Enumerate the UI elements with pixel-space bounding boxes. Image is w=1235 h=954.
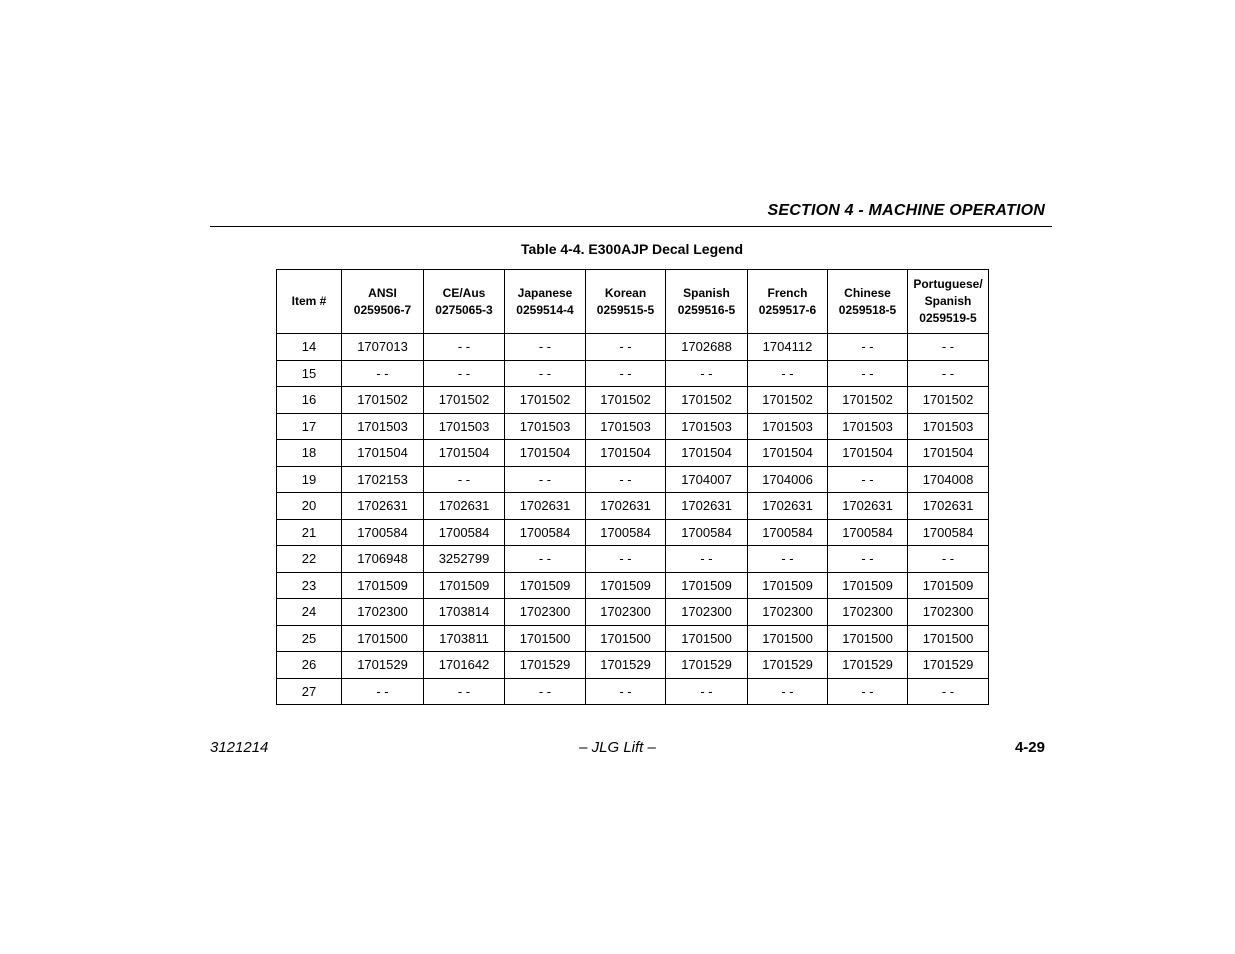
item-number-cell: 18: [277, 440, 342, 467]
part-number-cell: 1701509: [908, 572, 989, 599]
part-number-cell: 1701502: [828, 387, 908, 414]
column-header-line: Item #: [291, 294, 327, 308]
table-row: [277, 625, 989, 652]
item-number-cell: 23: [277, 572, 342, 599]
part-number-cell: 1701503: [748, 413, 828, 440]
part-number-cell: - -: [505, 466, 586, 493]
part-number-cell: 1702631: [828, 493, 908, 520]
part-number-cell: - -: [342, 360, 424, 387]
part-number-cell: - -: [908, 546, 989, 573]
part-number-cell: 1700584: [828, 519, 908, 546]
part-number-cell: 1703814: [424, 599, 505, 626]
part-number-cell: 1702631: [505, 493, 586, 520]
column-header-line: 0259514-4: [516, 302, 574, 317]
part-number-cell: 1701529: [505, 652, 586, 679]
part-number-cell: 1704006: [748, 466, 828, 493]
part-number-cell: 1701509: [666, 572, 748, 599]
part-number-cell: 1702300: [342, 599, 424, 626]
part-number-cell: 1701500: [505, 625, 586, 652]
table-row: [277, 678, 989, 705]
column-header: [586, 270, 666, 334]
column-header-line: 0259519-5: [919, 311, 977, 325]
part-number-cell: 1701509: [342, 572, 424, 599]
column-header-line: CE/Aus: [442, 285, 486, 300]
table-row: [277, 466, 989, 493]
column-header-line: 0259515-5: [596, 302, 655, 317]
part-number-cell: - -: [505, 546, 586, 573]
column-header-line: Korean: [604, 285, 647, 300]
part-number-cell: - -: [748, 360, 828, 387]
part-number-cell: 1701500: [666, 625, 748, 652]
table-body: [277, 334, 989, 705]
part-number-cell: 1701504: [748, 440, 828, 467]
table-header: [277, 270, 989, 334]
part-number-cell: 1701503: [505, 413, 586, 440]
part-number-cell: 1701504: [342, 440, 424, 467]
column-header-line: 0275065-3: [435, 302, 493, 317]
part-number-cell: 1702300: [666, 599, 748, 626]
part-number-cell: - -: [908, 334, 989, 361]
part-number-cell: 1701529: [748, 652, 828, 679]
part-number-cell: 1704008: [908, 466, 989, 493]
part-number-cell: 1701500: [908, 625, 989, 652]
part-number-cell: 1702688: [666, 334, 748, 361]
part-number-cell: 1700584: [666, 519, 748, 546]
part-number-cell: 1701503: [586, 413, 666, 440]
part-number-cell: 1700584: [342, 519, 424, 546]
footer-brand: – JLG Lift –: [579, 739, 656, 756]
part-number-cell: 1700584: [908, 519, 989, 546]
part-number-cell: - -: [666, 678, 748, 705]
item-number-cell: 26: [277, 652, 342, 679]
part-number-cell: - -: [586, 678, 666, 705]
part-number-cell: 1701509: [586, 572, 666, 599]
column-header: [748, 270, 828, 334]
part-number-cell: 1702300: [908, 599, 989, 626]
table-row: [277, 572, 989, 599]
part-number-cell: 1701500: [342, 625, 424, 652]
part-number-cell: 1701503: [908, 413, 989, 440]
part-number-cell: 1702631: [586, 493, 666, 520]
item-number-cell: 16: [277, 387, 342, 414]
part-number-cell: - -: [828, 360, 908, 387]
item-number-cell: 15: [277, 360, 342, 387]
part-number-cell: - -: [666, 546, 748, 573]
part-number-cell: 1701502: [908, 387, 989, 414]
column-header: [505, 270, 586, 334]
part-number-cell: 1702631: [666, 493, 748, 520]
part-number-cell: - -: [748, 678, 828, 705]
part-number-cell: 1701509: [828, 572, 908, 599]
part-number-cell: 1701502: [586, 387, 666, 414]
part-number-cell: 1701503: [342, 413, 424, 440]
part-number-cell: 1700584: [505, 519, 586, 546]
part-number-cell: 1701503: [666, 413, 748, 440]
table-row: [277, 546, 989, 573]
column-header: [342, 270, 424, 334]
item-number-cell: 25: [277, 625, 342, 652]
table-row: [277, 493, 989, 520]
item-number-cell: 24: [277, 599, 342, 626]
part-number-cell: 1702300: [748, 599, 828, 626]
decal-legend-table: [276, 269, 989, 705]
part-number-cell: 1701504: [666, 440, 748, 467]
part-number-cell: 1701502: [748, 387, 828, 414]
table-row: [277, 334, 989, 361]
item-number-cell: 14: [277, 334, 342, 361]
item-number-cell: 22: [277, 546, 342, 573]
column-header-line: 0259516-5: [677, 302, 736, 317]
part-number-cell: - -: [828, 678, 908, 705]
part-number-cell: 1704112: [748, 334, 828, 361]
table-row: [277, 360, 989, 387]
part-number-cell: 1701503: [424, 413, 505, 440]
part-number-cell: - -: [586, 466, 666, 493]
item-number-cell: 20: [277, 493, 342, 520]
part-number-cell: - -: [424, 678, 505, 705]
column-header-line: ANSI: [368, 285, 397, 300]
part-number-cell: 1700584: [424, 519, 505, 546]
part-number-cell: 1704007: [666, 466, 748, 493]
part-number-cell: 1701502: [505, 387, 586, 414]
part-number-cell: - -: [505, 678, 586, 705]
part-number-cell: 1701529: [586, 652, 666, 679]
part-number-cell: - -: [505, 360, 586, 387]
column-header: [828, 270, 908, 334]
part-number-cell: - -: [586, 334, 666, 361]
table-row: [277, 519, 989, 546]
table-row: [277, 413, 989, 440]
part-number-cell: 1701504: [828, 440, 908, 467]
part-number-cell: - -: [342, 678, 424, 705]
item-number-cell: 19: [277, 466, 342, 493]
item-number-cell: 21: [277, 519, 342, 546]
part-number-cell: - -: [505, 334, 586, 361]
part-number-cell: - -: [586, 546, 666, 573]
part-number-cell: 1700584: [586, 519, 666, 546]
part-number-cell: 1702300: [586, 599, 666, 626]
table-row: [277, 440, 989, 467]
item-number-cell: 27: [277, 678, 342, 705]
column-header-line: Chinese: [844, 285, 891, 300]
part-number-cell: 1701503: [828, 413, 908, 440]
column-header: [424, 270, 505, 334]
part-number-cell: 1701509: [424, 572, 505, 599]
part-number-cell: 3252799: [424, 546, 505, 573]
part-number-cell: 1701500: [748, 625, 828, 652]
column-header: [666, 270, 748, 334]
part-number-cell: 1701502: [666, 387, 748, 414]
column-header-line: Spanish: [924, 294, 972, 308]
part-number-cell: 1701504: [505, 440, 586, 467]
part-number-cell: 1701529: [666, 652, 748, 679]
column-header-line: French: [767, 285, 808, 300]
part-number-cell: 1702631: [908, 493, 989, 520]
part-number-cell: 1702631: [424, 493, 505, 520]
column-header-line: Portuguese/: [913, 277, 983, 291]
part-number-cell: 1701500: [828, 625, 908, 652]
page-number: 4-29: [1014, 739, 1045, 756]
document-number: 3121214: [210, 739, 269, 756]
part-number-cell: 1701500: [586, 625, 666, 652]
part-number-cell: 1701509: [505, 572, 586, 599]
part-number-cell: 1703811: [424, 625, 505, 652]
part-number-cell: - -: [424, 466, 505, 493]
item-number-cell: 17: [277, 413, 342, 440]
column-header-line: Spanish: [683, 285, 730, 300]
column-header-line: Japanese: [517, 285, 573, 300]
column-header: [908, 270, 989, 334]
part-number-cell: 1702631: [748, 493, 828, 520]
part-number-cell: 1700584: [748, 519, 828, 546]
part-number-cell: 1701642: [424, 652, 505, 679]
part-number-cell: - -: [666, 360, 748, 387]
part-number-cell: 1702631: [342, 493, 424, 520]
part-number-cell: 1702300: [505, 599, 586, 626]
column-header-line: 0259518-5: [838, 302, 897, 317]
part-number-cell: 1707013: [342, 334, 424, 361]
part-number-cell: 1701529: [908, 652, 989, 679]
table-title: Table 4-4. E300AJP Decal Legend: [520, 241, 744, 257]
part-number-cell: 1706948: [342, 546, 424, 573]
part-number-cell: 1701504: [424, 440, 505, 467]
part-number-cell: - -: [828, 334, 908, 361]
header-divider: [210, 226, 1052, 227]
part-number-cell: - -: [748, 546, 828, 573]
column-header-line: 0259517-6: [758, 302, 817, 317]
part-number-cell: - -: [908, 360, 989, 387]
part-number-cell: 1701509: [748, 572, 828, 599]
column-header-line: 0259506-7: [353, 302, 412, 317]
part-number-cell: - -: [908, 678, 989, 705]
part-number-cell: 1701529: [828, 652, 908, 679]
column-header: [277, 270, 342, 334]
part-number-cell: - -: [828, 466, 908, 493]
part-number-cell: - -: [424, 360, 505, 387]
part-number-cell: - -: [586, 360, 666, 387]
part-number-cell: 1701502: [424, 387, 505, 414]
part-number-cell: - -: [828, 546, 908, 573]
table-row: [277, 387, 989, 414]
part-number-cell: 1701502: [342, 387, 424, 414]
table-row: [277, 652, 989, 679]
part-number-cell: 1701504: [586, 440, 666, 467]
table-row: [277, 599, 989, 626]
part-number-cell: 1702153: [342, 466, 424, 493]
part-number-cell: - -: [424, 334, 505, 361]
part-number-cell: 1701504: [908, 440, 989, 467]
part-number-cell: 1702300: [828, 599, 908, 626]
section-title: SECTION 4 - MACHINE OPERATION: [767, 202, 1045, 219]
part-number-cell: 1701529: [342, 652, 424, 679]
header-row: [277, 270, 989, 334]
